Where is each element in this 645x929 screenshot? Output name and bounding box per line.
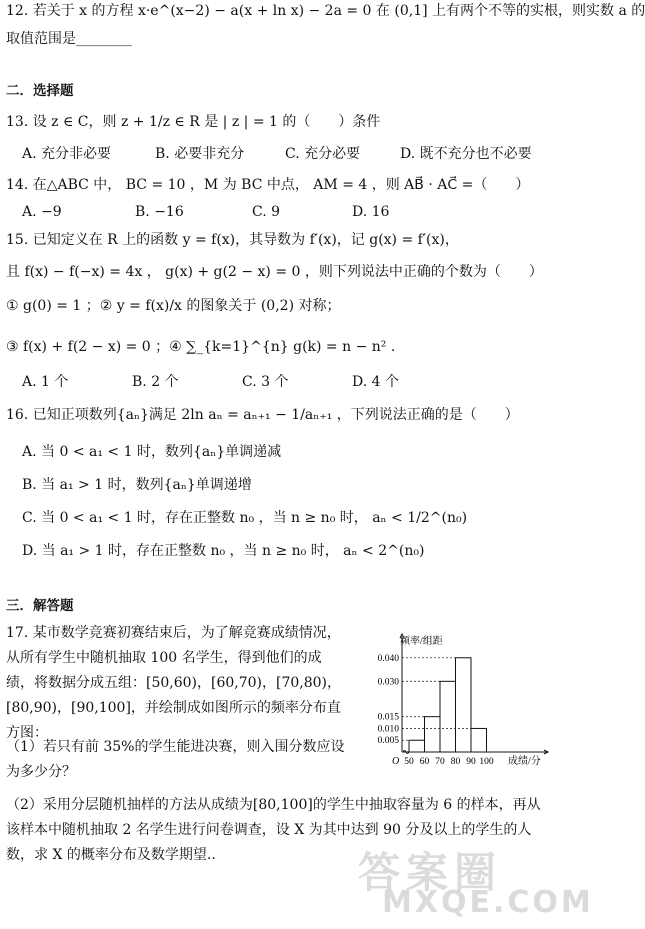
histogram-svg <box>362 634 552 780</box>
q16-option-d: D. 当 a₁ > 1 时，存在正整数 n₀ ，当 n ≥ n₀ 时， aₙ < 2^(n₀) <box>22 543 425 559</box>
histogram-bar <box>456 658 472 752</box>
q13-option-c: C. 充分必要 <box>285 146 361 162</box>
q15-option-c: C. 3 个 <box>242 374 289 390</box>
x-tick-label: 90 <box>466 757 476 767</box>
q16-option-a: A. 当 0 < a₁ < 1 时，数列{aₙ}单调递减 <box>22 444 282 460</box>
q17-part1: （1）若只有前 35%的学生能进决赛，则入围分数应设为多少分？ <box>6 739 345 780</box>
q13-option-b: B. 必要非充分 <box>155 146 245 162</box>
q15-options <box>0 373 553 391</box>
frequency-histogram <box>362 634 552 780</box>
q16-option-b: B. 当 a₁ > 1 时，数列{aₙ}单调递增 <box>22 477 252 493</box>
q16-stem: 16. 已知正项数列{aₙ}满足 2ln aₙ = aₙ₊₁ − 1/aₙ₊₁ ，下列说法正确的是（ ） <box>6 407 519 423</box>
y-tick-label: 0.030 <box>377 677 399 688</box>
q14-option-d: D. 16 <box>352 204 390 220</box>
x-tick-label: 60 <box>419 757 430 767</box>
x-tick-label: 80 <box>450 757 461 767</box>
q12-line2: 取值范围是________ <box>6 31 132 47</box>
q15-line1: 15. 已知定义在 R 上的函数 y = f(x)，其导数为 f′(x)，记 g(x) = f′(x)， <box>6 232 459 248</box>
x-tick-label: 70 <box>435 757 445 767</box>
q14-stem: 14. 在△ABC 中， BC = 10 ，M 为 BC 中点， AM = 4 ，则 AB⃗ · AC⃗ =（ ） <box>6 177 530 193</box>
q13-option-d: D. 既不充分也不必要 <box>400 146 532 162</box>
q16-option-c: C. 当 0 < a₁ < 1 时，存在正整数 n₀ ，当 n ≥ n₀ 时， aₙ < 1/2^(n₀) <box>22 510 468 526</box>
q13-option-a: A. 充分非必要 <box>22 146 112 162</box>
x-axis-label: 成绩/分 <box>508 756 541 767</box>
q15-line4: ③ f(x) + f(2 − x) = 0 ；④ ∑_{k=1}^{n} g(k) = n − n² . <box>6 339 396 355</box>
q14-options <box>0 203 553 221</box>
q17-part2: （2）采用分层随机抽样的方法从成绩为[80,100]的学生中抽取容量为 6 的样本，再从该样本中随机抽取 2 名学生进行问卷调查，设 X 为其中达到 90 分及以上的学生的人数，求 X 的概率分布及数学期望.. <box>6 797 541 863</box>
q15-option-b: B. 2 个 <box>132 374 179 390</box>
watermark-url: MXQE.COM <box>382 885 594 920</box>
histogram-bar <box>440 681 456 752</box>
histogram-bar <box>471 728 487 752</box>
y-tick-label: 0.010 <box>377 724 399 735</box>
q15-option-d: D. 4 个 <box>352 374 399 390</box>
watermark-logo-text: 答案圈 <box>358 848 503 897</box>
q14-option-c: C. 9 <box>252 204 281 220</box>
q14-option-a: A. −9 <box>22 204 62 220</box>
section-heading-choice: 二．选择题 <box>6 83 74 99</box>
x-tick-label: 50 <box>404 757 414 767</box>
q15-line2: 且 f(x) − f(−x) = 4x ， g(x) + g(2 − x) = 0 ，则下列说法中正确的个数为（ ） <box>6 264 543 280</box>
q17-intro: 17. 某市数学竞赛初赛结束后，为了解竞赛成绩情况，从所有学生中随机抽取 100 名学生，得到他们的成绩，将数据分成五组：[50,60)，[60,70)，[70,80)，[80,90)，[90,100]，并绘制成如图所示的频率分布直方图： <box>6 625 342 741</box>
histogram-bar <box>425 717 441 752</box>
q13-options <box>0 145 553 163</box>
origin-label: O <box>392 756 400 767</box>
q12-line1: 12. 若关于 x 的方程 x·e^(x−2) − a(x + ln x) − 2a = 0 在 (0,1] 上有两个不等的实根，则实数 a 的 <box>6 3 645 19</box>
y-tick-label: 0.040 <box>377 653 399 664</box>
section-heading-answer: 三．解答题 <box>6 598 74 614</box>
y-axis-label: 频率/组距 <box>400 636 443 647</box>
x-tick-label: 100 <box>479 757 494 767</box>
y-tick-label: 0.015 <box>377 712 399 723</box>
q15-line3: ① g(0) = 1 ；② y = f(x)/x 的图象关于 (0,2) 对称； <box>6 298 341 314</box>
histogram-bar <box>409 740 425 752</box>
q13-stem: 13. 设 z ∈ C，则 z + 1/z ∈ R 是 | z | = 1 的（ ）条件 <box>6 114 381 130</box>
y-tick-label: 0.005 <box>377 736 399 747</box>
q15-option-a: A. 1 个 <box>22 374 69 390</box>
q14-option-b: B. −16 <box>135 204 184 220</box>
